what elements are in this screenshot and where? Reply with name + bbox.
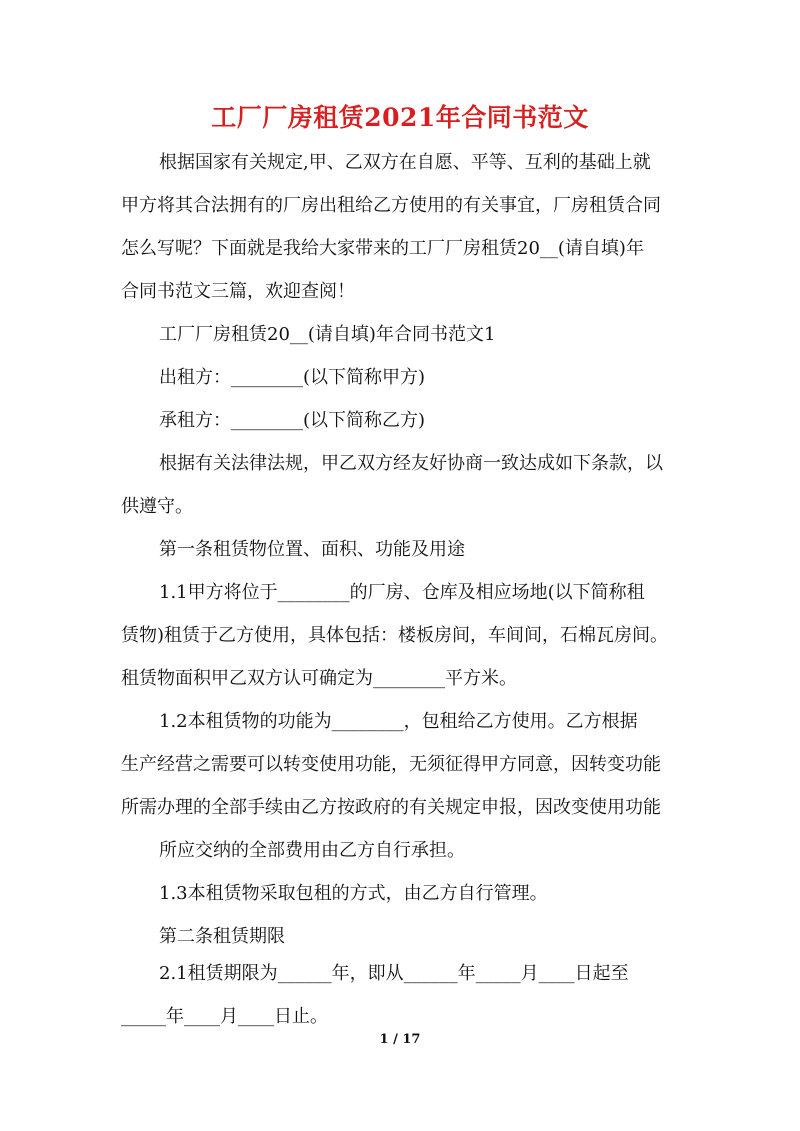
section-heading: 工厂厂房租赁20__(请自填)年合同书范文1 bbox=[159, 324, 496, 345]
clause-heading: 第一条租赁物位置、面积、功能及用途 bbox=[159, 539, 465, 560]
body-line: 根据国家有关规定,甲、乙双方在自愿、平等、互利的基础上就 bbox=[159, 152, 651, 173]
body-line: 承租方：________(以下简称乙方) bbox=[159, 410, 426, 431]
body-line: _____年____月____日止。 bbox=[121, 1006, 328, 1027]
body-line: 怎么写呢？下面就是我给大家带来的工厂厂房租赁20__(请自填)年 bbox=[121, 238, 644, 259]
body-line: 1.3本租赁物采取包租的方式，由乙方自行管理。 bbox=[159, 883, 548, 904]
body-line: 供遵守。 bbox=[121, 496, 193, 517]
body-line: 1.2本租赁物的功能为________，包租给乙方使用。乙方根据 bbox=[159, 711, 638, 732]
body-line: 出租方：________(以下简称甲方) bbox=[159, 367, 426, 388]
body-line: 所需办理的全部手续由乙方按政府的有关规定申报，因改变使用功能 bbox=[121, 797, 661, 818]
body-line: 赁物)租赁于乙方使用，具体包括：楼板房间，车间间，石棉瓦房间。 bbox=[121, 625, 669, 646]
body-line: 2.1租赁期限为______年，即从______年_____月____日起至 bbox=[159, 963, 629, 984]
document-title: 工厂厂房租赁2021年合同书范文 bbox=[211, 103, 589, 132]
page-number: 1 / 17 bbox=[379, 1032, 421, 1047]
body-line: 根据有关法律法规，甲乙双方经友好协商一致达成如下条款，以 bbox=[159, 453, 663, 474]
body-line: 甲方将其合法拥有的厂房出租给乙方使用的有关事宜，厂房租赁合同 bbox=[121, 195, 661, 216]
body-line: 租赁物面积甲乙双方认可确定为________平方米。 bbox=[121, 668, 517, 689]
body-line: 合同书范文三篇，欢迎查阅！ bbox=[121, 281, 355, 302]
body-line: 生产经营之需要可以转变使用功能，无须征得甲方同意，因转变功能 bbox=[121, 754, 661, 775]
body-line: 1.1甲方将位于________的厂房、仓库及相应场地(以下简称租 bbox=[159, 582, 645, 603]
body-line: 所应交纳的全部费用由乙方自行承担。 bbox=[159, 840, 465, 861]
clause-heading: 第二条租赁期限 bbox=[159, 926, 285, 947]
